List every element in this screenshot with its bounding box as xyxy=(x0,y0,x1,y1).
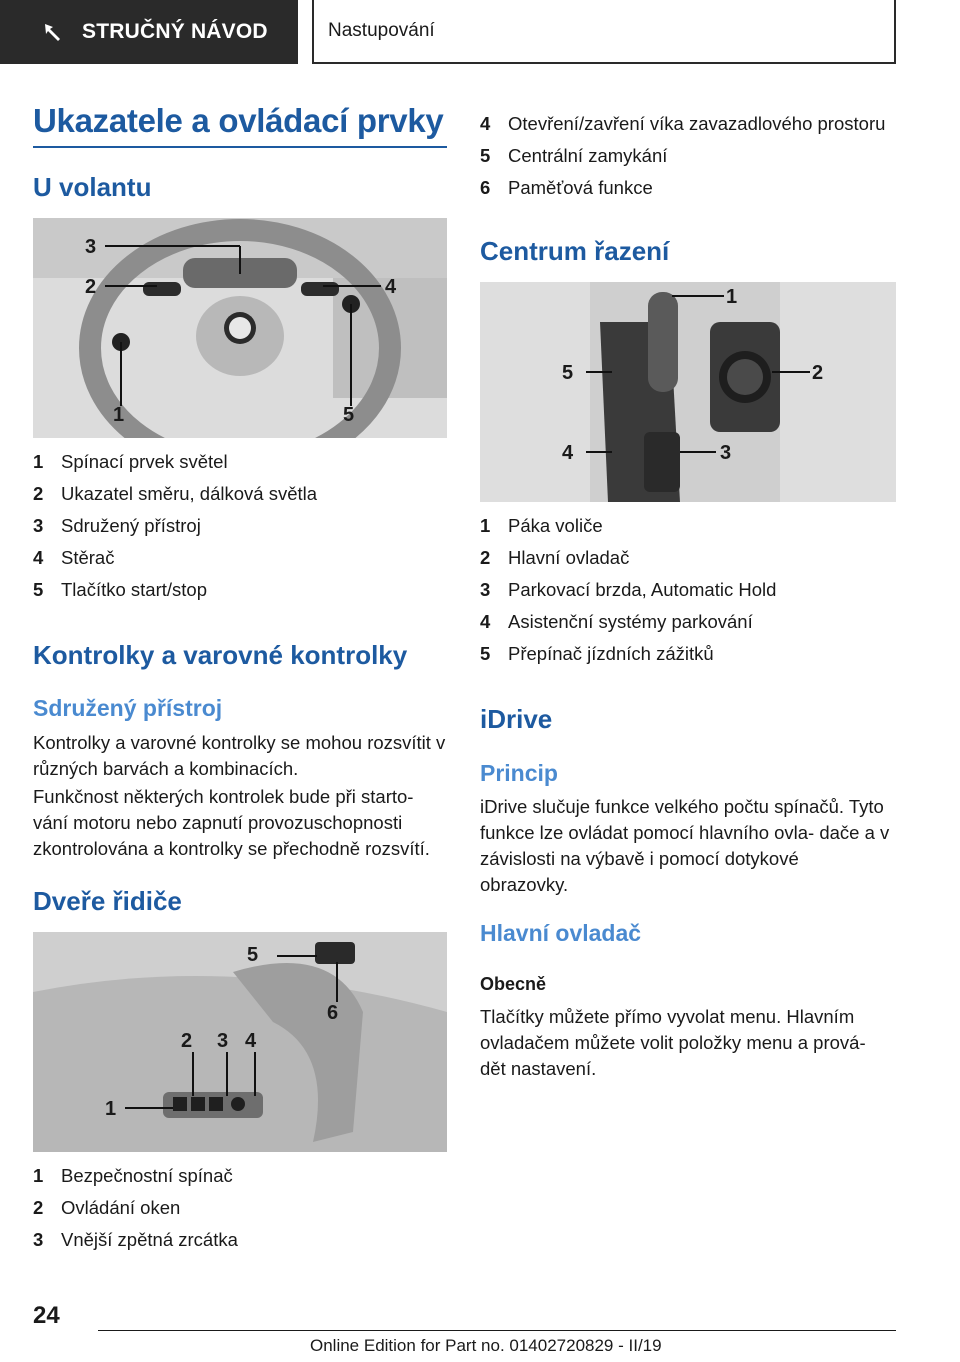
header-section-label: Nastupování xyxy=(328,20,435,41)
general-text: Tlačítky můžete přímo vyvolat menu. Hlavním ovladačem můžete volit položky menu a prová- dět nastavení. xyxy=(480,1006,866,1079)
steering-callout-1: 1 xyxy=(113,404,125,426)
console-image xyxy=(480,282,896,502)
general-heading: Obecně xyxy=(480,974,547,994)
list-item: 1 Páka voliče xyxy=(480,515,603,536)
steering-heading: U volantu xyxy=(33,172,152,202)
console-heading: Centrum řazení xyxy=(480,236,670,266)
center-console-illustration xyxy=(480,282,896,502)
console-callout-4: 4 xyxy=(562,442,574,464)
warnings-paragraph-2: Funkčnost některých kontrolek bude při starto- vání motoru nebo zapnutí provozuschopnosti zkontrolována a kontrolky se přechodně rozsvítí. xyxy=(33,786,430,859)
steering-callout-2: 2 xyxy=(85,276,97,298)
list-item: 3 Vnější zpětná zrcátka xyxy=(33,1229,238,1250)
door-list-left xyxy=(33,1160,447,1256)
list-item: 4 Asistenční systémy parkování xyxy=(480,611,753,632)
title-rule xyxy=(33,146,447,148)
footer-edition: Online Edition for Part no. 01402720829 - II/19 xyxy=(310,1336,662,1355)
console-callout-2: 2 xyxy=(812,362,824,384)
warnings-paragraph-1: Kontrolky a varovné kontrolky se mohou rozsvítit v různých barvách a kombinacích. xyxy=(33,732,446,779)
list-item: 1 Bezpečnostní spínač xyxy=(33,1165,233,1186)
list-item: 4 Stěrač xyxy=(33,547,115,568)
list-item: 5 Tlačítko start/stop xyxy=(33,579,207,600)
console-list xyxy=(480,510,896,670)
door-callout-3: 3 xyxy=(217,1030,229,1052)
list-item: 5 Přepínač jízdních zážitků xyxy=(480,643,714,664)
footer-rule xyxy=(98,1330,896,1331)
console-callout-3: 3 xyxy=(720,442,732,464)
header-section xyxy=(312,0,896,64)
warnings-heading: Kontrolky a varovné kontrolky xyxy=(33,640,408,670)
header-tab[interactable] xyxy=(0,0,298,64)
door-callout-4: 4 xyxy=(245,1030,257,1052)
door-image xyxy=(33,932,447,1152)
door-heading: Dveře řidiče xyxy=(33,886,182,916)
steering-list xyxy=(33,446,447,606)
steering-callout-5: 5 xyxy=(343,404,355,426)
controller-heading: Hlavní ovladač xyxy=(480,920,642,946)
arrow-icon xyxy=(42,21,64,43)
list-item: 1 Spínací prvek světel xyxy=(33,451,228,472)
door-callout-5: 5 xyxy=(247,944,259,966)
list-item: 3 Sdružený přístroj xyxy=(33,515,201,536)
list-item: 4 Otevření/zavření víka zavazadlového prostoru xyxy=(480,113,886,134)
door-panel-illustration xyxy=(33,932,447,1152)
door-callout-1: 1 xyxy=(105,1098,117,1120)
steering-callout-4: 4 xyxy=(385,276,397,298)
door-callout-2: 2 xyxy=(181,1030,193,1052)
steering-wheel-image xyxy=(33,218,447,438)
header-tab-label: STRUČNÝ NÁVOD xyxy=(82,20,268,43)
warnings-subheading: Sdružený přístroj xyxy=(33,695,223,721)
page-number: 24 xyxy=(33,1302,60,1329)
list-item: 3 Parkovací brzda, Automatic Hold xyxy=(480,579,777,600)
list-item: 6 Paměťová funkce xyxy=(480,177,653,198)
door-list-right xyxy=(480,108,896,204)
page-title: Ukazatele a ovládací prvky xyxy=(33,102,444,139)
principle-text: iDrive slučuje funkce velkého počtu spínačů. Tyto funkce lze ovládat pomocí hlavního ovla- dače a v závislosti na výbavě i pomocí dotykové obrazovky. xyxy=(480,796,890,895)
door-callout-6: 6 xyxy=(327,1002,339,1024)
list-item: 2 Ovládání oken xyxy=(33,1197,181,1218)
list-item: 2 Hlavní ovladač xyxy=(480,547,630,568)
steering-callout-3: 3 xyxy=(85,236,97,258)
console-callout-5: 5 xyxy=(562,362,574,384)
list-item: 5 Centrální zamykání xyxy=(480,145,668,166)
principle-heading: Princip xyxy=(480,760,558,786)
console-callout-1: 1 xyxy=(726,286,738,308)
list-item: 2 Ukazatel směru, dálková světla xyxy=(33,483,318,504)
idrive-heading: iDrive xyxy=(480,704,553,734)
